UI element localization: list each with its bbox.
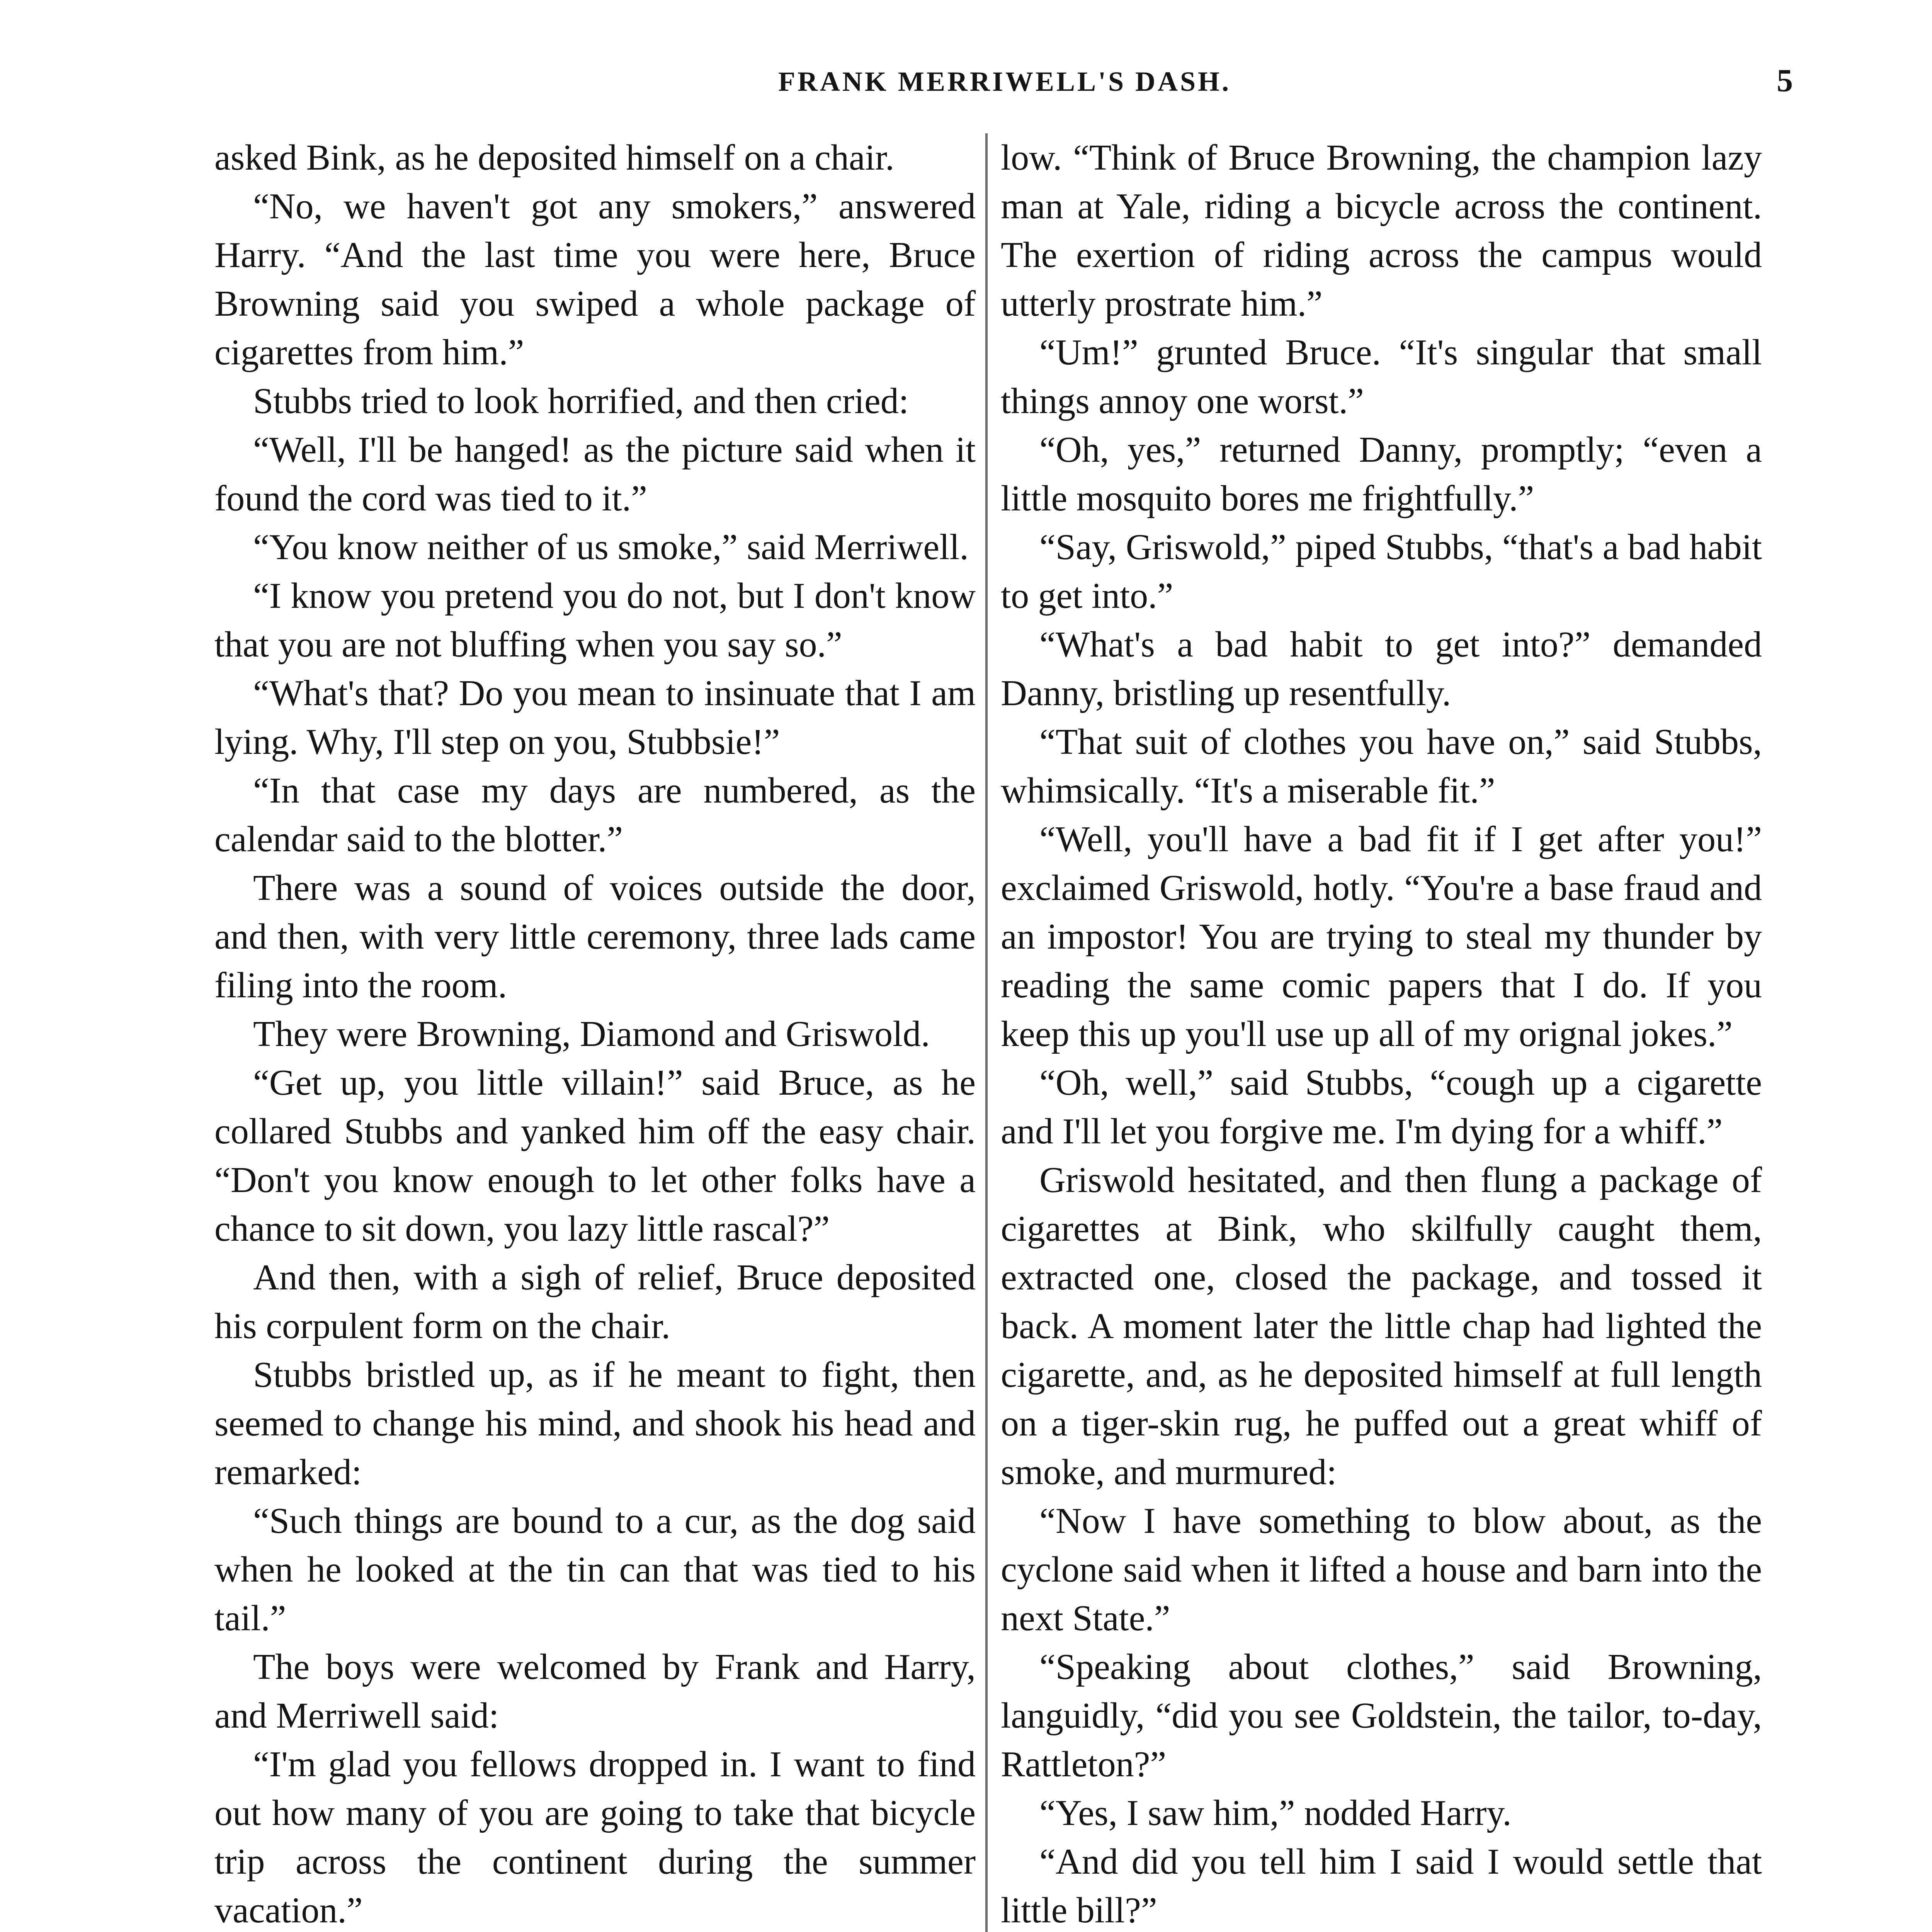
paragraph: “That suit of clothes you have on,” said Stubbs, whimsically. “It's a miserable fit.” — [1001, 722, 1762, 811]
paragraph: “Such things are bound to a cur, as the dog said when he looked at the tin can that was tied to his tail.” — [214, 1501, 976, 1638]
running-head — [0, 63, 1932, 116]
paragraph: “Well, you'll have a bad fit if I get after you!” exclaimed Griswold, hotly. “You're a base fraud and an impostor! You are trying to steal my thunder by reading the same comic papers that I do. If you keep this up you'll use up all of my orignal jokes.” — [1001, 819, 1762, 1054]
paragraph: They were Browning, Diamond and Griswold. — [253, 1014, 930, 1054]
paragraph: Stubbs tried to look horrified, and then cried: — [253, 381, 909, 421]
paragraph: “What's that? Do you mean to insinuate that I am lying. Why, I'll step on you, Stubbsie!” — [214, 673, 976, 762]
paragraph: Griswold hesitated, and then flung a package of cigarettes at Bink, who skilfully caught them, extracted one, closed the package, and tossed it back. A moment later the little chap had lighted the cigarette, and, as he deposited himself at full length on a tiger-skin rug, he puffed out a great whiff of smoke, and murmured: — [1001, 1160, 1762, 1492]
paragraph: “Yes, I saw him,” nodded Harry. — [1039, 1793, 1512, 1833]
left-column — [214, 133, 976, 1932]
page-number: 5 — [1777, 63, 1793, 99]
paragraph: “Say, Griswold,” piped Stubbs, “that's a bad habit to get into.” — [1001, 527, 1762, 616]
right-column — [1001, 133, 1762, 1932]
paragraph: “Oh, yes,” returned Danny, promptly; “even a little mosquito bores me frightfully.” — [1001, 430, 1762, 519]
paragraph: “And did you tell him I said I would settle that little bill?” — [1001, 1842, 1762, 1930]
paragraph: “In that case my days are numbered, as the calendar said to the blotter.” — [214, 770, 976, 859]
paragraph: The boys were welcomed by Frank and Harry, and Merriwell said: — [214, 1647, 976, 1736]
paragraph: “Now I have something to blow about, as the cyclone said when it lifted a house and barn into the next State.” — [1001, 1501, 1762, 1638]
paragraph: “What's a bad habit to get into?” demanded Danny, bristling up resentfully. — [1001, 624, 1762, 713]
paragraph: “Speaking about clothes,” said Browning, languidly, “did you see Goldstein, the tailor, to-day, Rattleton?” — [1001, 1647, 1762, 1784]
paragraph: “No, we haven't got any smokers,” answered Harry. “And the last time you were here, Bruce Browning said you swiped a whole package of cigarettes from him.” — [214, 186, 976, 372]
paragraph: “Oh, well,” said Stubbs, “cough up a cigarette and I'll let you forgive me. I'm dying for a whiff.” — [1001, 1063, 1762, 1151]
paragraph: “Um!” grunted Bruce. “It's singular that small things annoy one worst.” — [1001, 332, 1762, 421]
paragraph: And then, with a sigh of relief, Bruce deposited his corpulent form on the chair. — [214, 1257, 976, 1346]
paragraph: asked Bink, as he deposited himself on a chair. — [214, 138, 895, 178]
running-title: FRANK MERRIWELL'S DASH. — [778, 66, 1231, 97]
paragraph: low. “Think of Bruce Browning, the champion lazy man at Yale, riding a bicycle across the continent. The exertion of riding across the campus would utterly prostrate him.” — [1001, 138, 1762, 324]
paragraph: There was a sound of voices outside the door, and then, with very little ceremony, three lads came filing into the room. — [214, 868, 976, 1005]
column-divider — [985, 133, 988, 1932]
paragraph: “Well, I'll be hanged! as the picture said when it found the cord was tied to it.” — [214, 430, 976, 519]
paragraph: “You know neither of us smoke,” said Merriwell. — [253, 527, 969, 567]
paragraph: Stubbs bristled up, as if he meant to fight, then seemed to change his mind, and shook his head and remarked: — [214, 1355, 976, 1492]
paragraph: “I know you pretend you do not, but I don't know that you are not bluffing when you say so.” — [214, 576, 976, 665]
paragraph: “I'm glad you fellows dropped in. I want to find out how many of you are going to take that bicycle trip across the continent during the summer vacation.” — [214, 1744, 976, 1930]
paragraph: “Get up, you little villain!” said Bruce, as he collared Stubbs and yanked him off the easy chair. “Don't you know enough to let other folks have a chance to sit down, you lazy little rascal?” — [214, 1063, 976, 1249]
